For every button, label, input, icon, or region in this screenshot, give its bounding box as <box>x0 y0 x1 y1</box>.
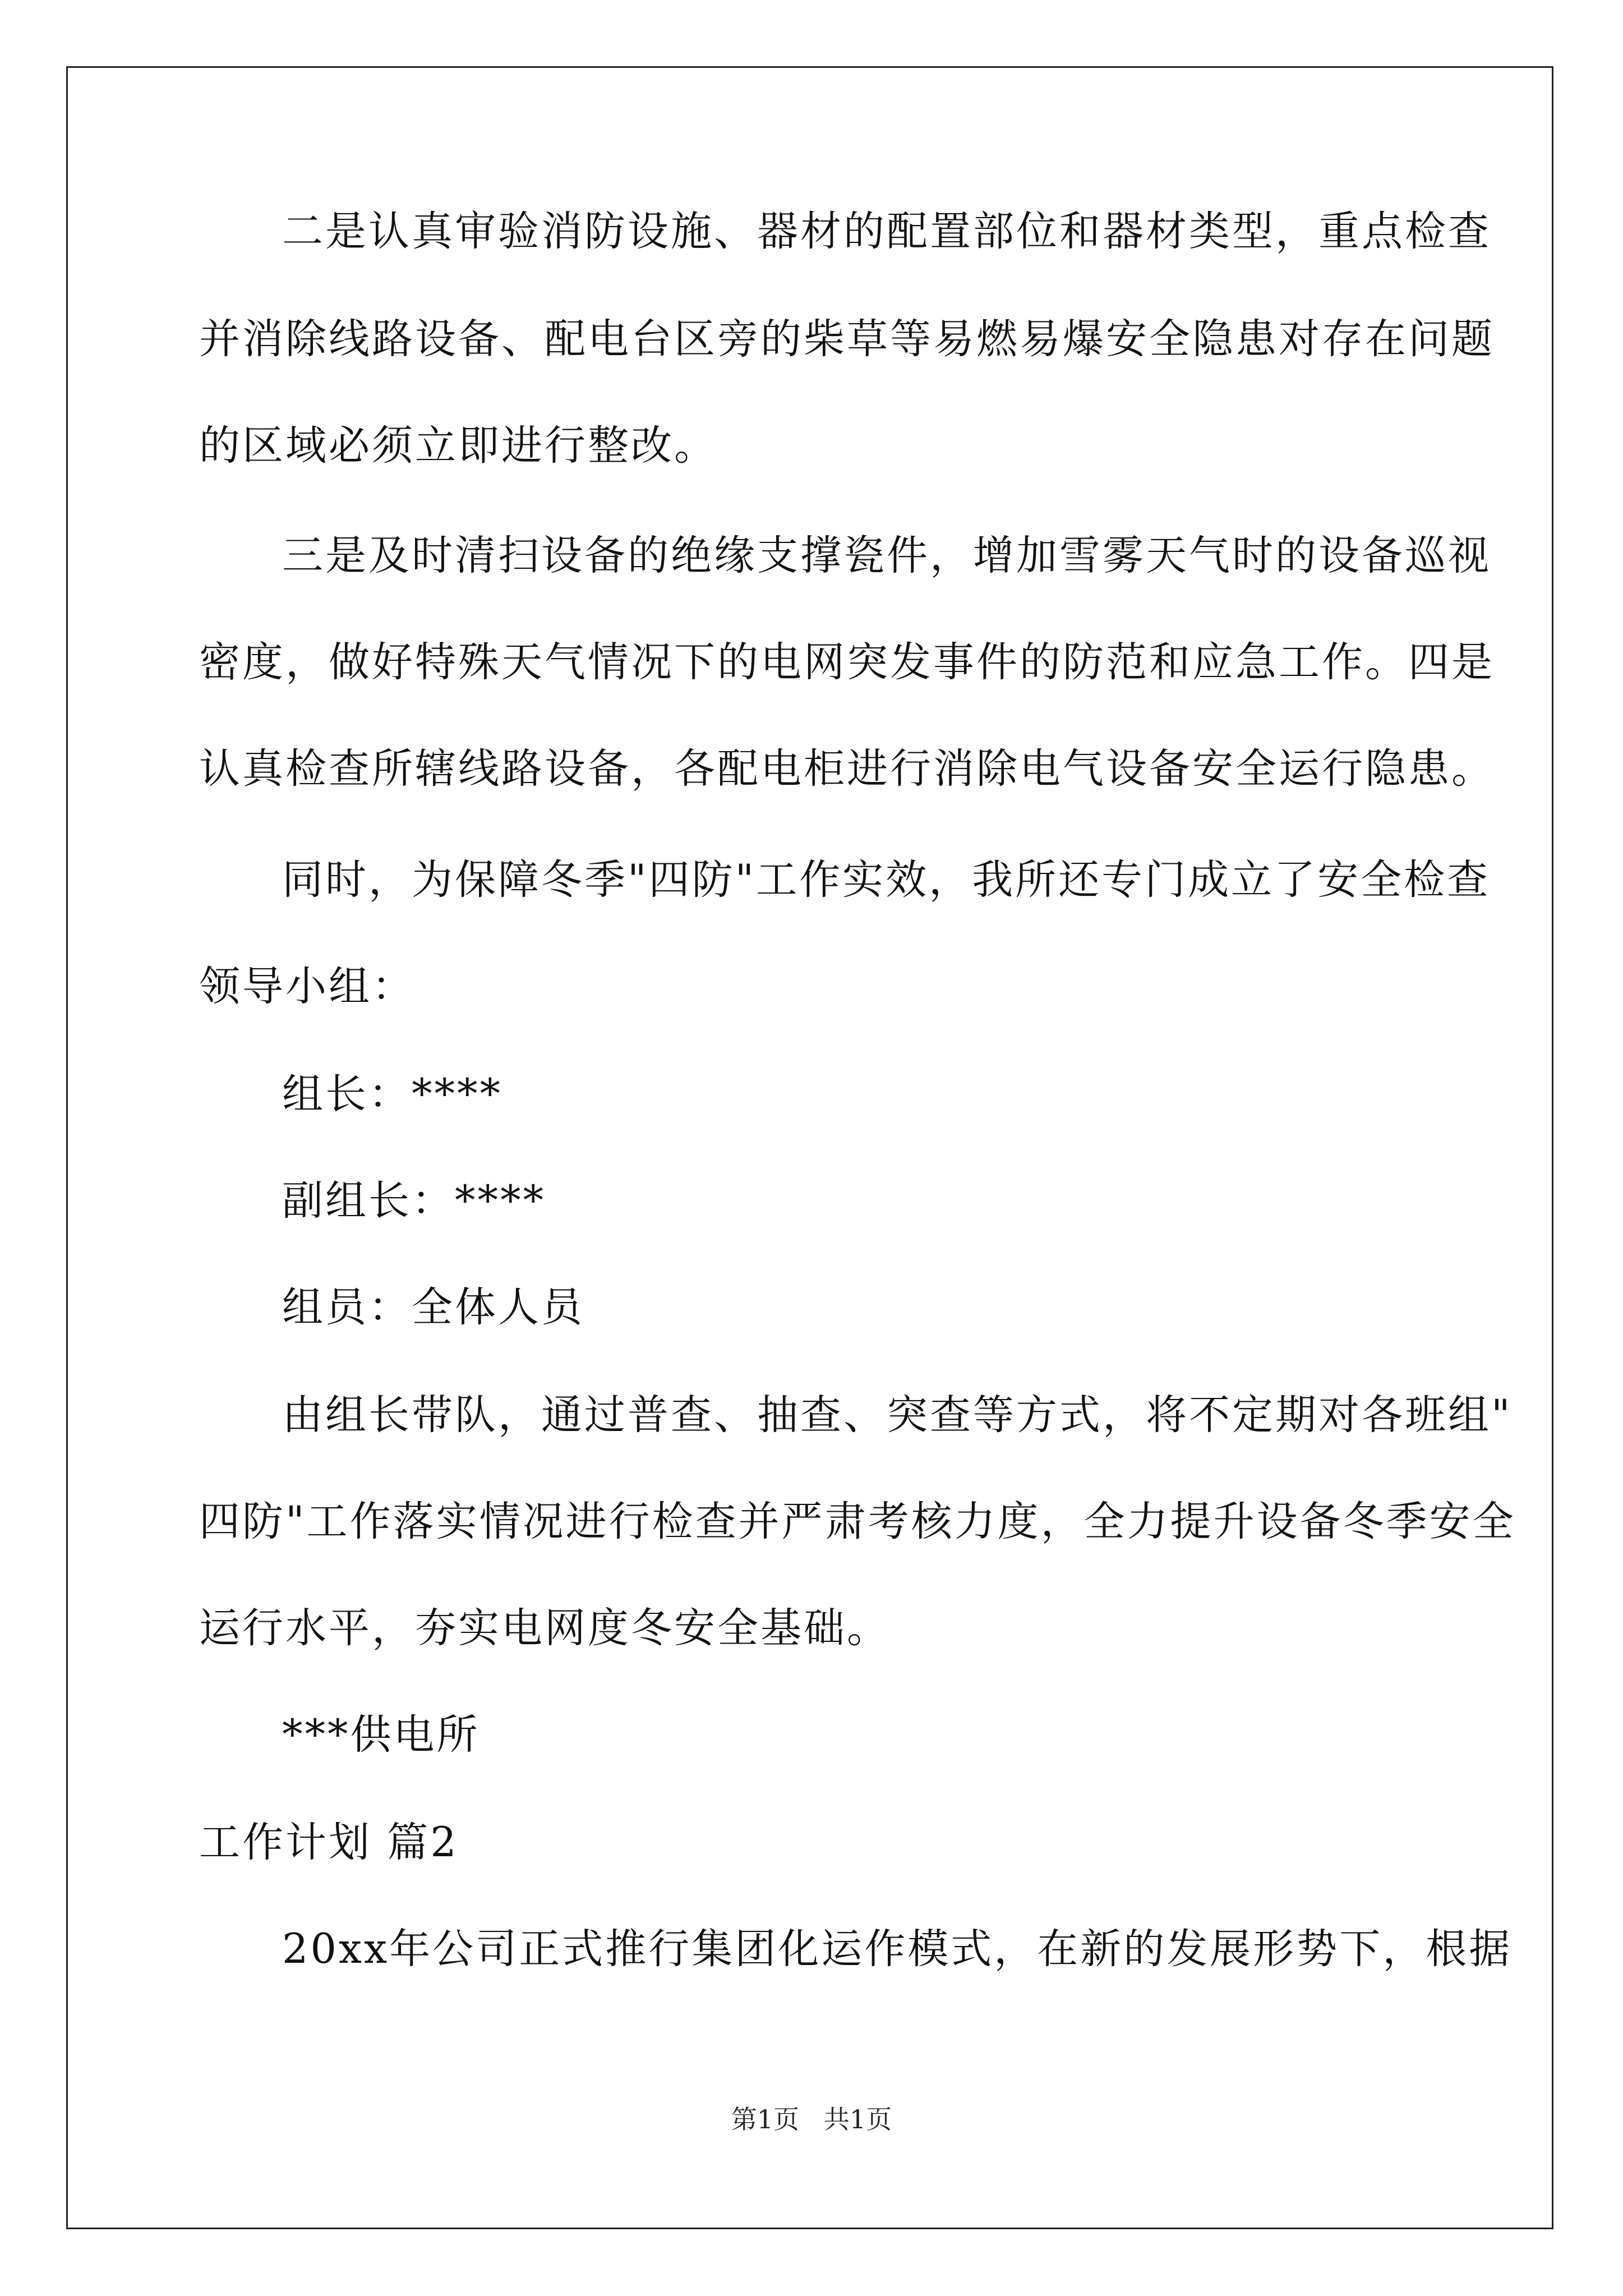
text-line: 二是认真审验消防设施、器材的配置部位和器材类型，重点检查 <box>282 208 1491 255</box>
text-line: 密度，做好特殊天气情况下的电网突发事件的防范和应急工作。四是 <box>199 638 1495 686</box>
text-line: 运行水平，夯实电网度冬安全基础。 <box>199 1604 890 1652</box>
text-line: 由组长带队，通过普查、抽查、突查等方式，将不定期对各班组" <box>282 1391 1513 1439</box>
text-line: 同时，为保障冬季"四防"工作实效，我所还专门成立了安全检查 <box>282 856 1491 904</box>
section-heading: 工作计划 篇2 <box>199 1819 459 1866</box>
text-line: 并消除线路设备、配电台区旁的柴草等易燃易爆安全隐患对存在问题 <box>199 315 1495 363</box>
page-border <box>66 66 1553 2229</box>
text-line: 组长：**** <box>282 1070 502 1118</box>
text-line: 组员：全体人员 <box>282 1283 584 1331</box>
text-line: 的区域必须立即进行整改。 <box>199 422 717 470</box>
text-line: 四防"工作落实情况进行检查并严肃考核力度，全力提升设备冬季安全 <box>199 1498 1516 1545</box>
text-line: 三是及时清扫设备的绝缘支撑瓷件，增加雪雾天气时的设备巡视 <box>282 532 1491 579</box>
text-line: 副组长：**** <box>282 1177 546 1225</box>
text-line: 领导小组： <box>199 963 415 1010</box>
page-footer: 第1页 共1页 <box>731 2104 892 2134</box>
text-line: 认真检查所辖线路设备，各配电柜进行消除电气设备安全运行隐患。 <box>199 745 1495 793</box>
signature-line: ***供电所 <box>282 1711 480 1759</box>
text-line: 20xx年公司正式推行集团化运作模式，在新的发展形势下，根据 <box>282 1925 1513 1973</box>
